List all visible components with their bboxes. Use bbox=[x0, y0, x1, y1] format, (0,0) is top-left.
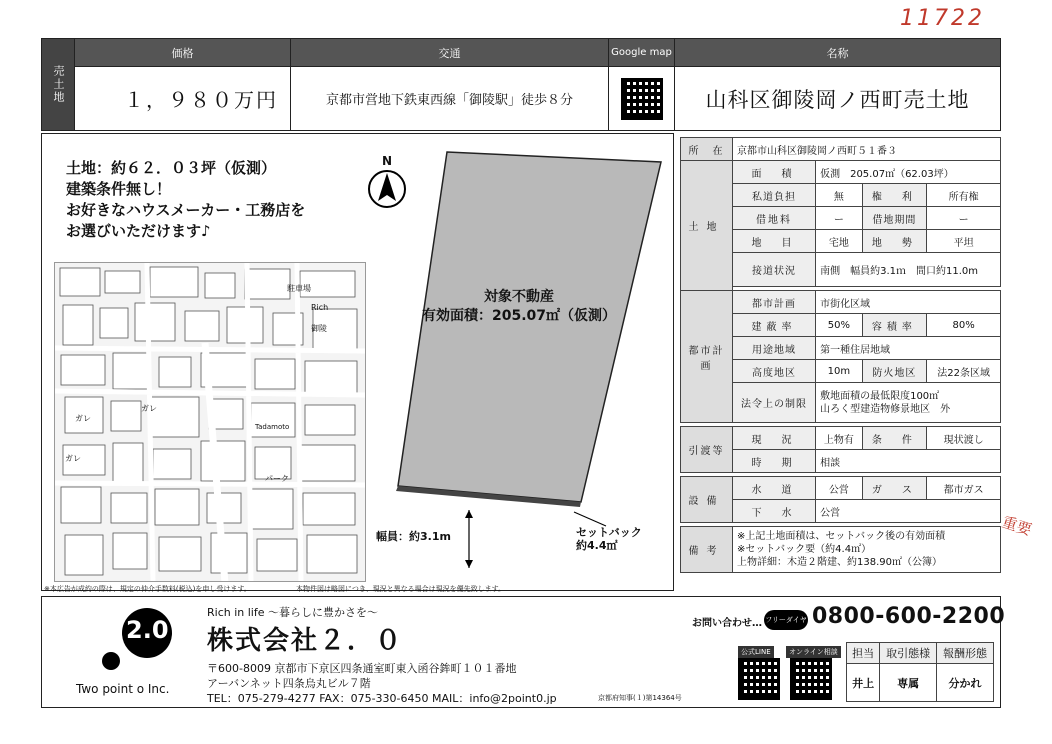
handwritten-stamp: 重要 bbox=[999, 512, 1034, 540]
condition-label: 条 件 bbox=[862, 427, 927, 450]
status-value: 上物有 bbox=[816, 427, 863, 450]
col-google: Google map bbox=[609, 39, 675, 67]
status-label: 現 況 bbox=[733, 427, 816, 450]
city-plan-value: 市街化区域 bbox=[816, 291, 1001, 314]
road-label: 接道状況 bbox=[733, 253, 816, 287]
map-label-garage-2: ガレ bbox=[75, 414, 91, 423]
contact-line: TEL：075-279-4277 FAX：075-330-6450 MAIL：info@2point0.jp bbox=[207, 692, 557, 705]
header-table bbox=[41, 38, 1001, 131]
handwritten-number: 11722 bbox=[900, 6, 985, 31]
google-map-qr-icon[interactable] bbox=[621, 78, 663, 120]
logo-dot bbox=[102, 652, 120, 670]
map-label-garage-3: ガレ bbox=[65, 454, 81, 463]
fire-value: 法22条区域 bbox=[927, 360, 1001, 383]
category-label: 地 目 bbox=[733, 230, 816, 253]
private-road-value: 無 bbox=[816, 184, 863, 207]
spec-table bbox=[680, 137, 1001, 573]
terrain-value: 平坦 bbox=[927, 230, 1001, 253]
side-label: 売土地 bbox=[42, 39, 75, 131]
access-value: 京都市営地下鉄東西線「御陵駅」徒歩８分 bbox=[291, 67, 609, 131]
logo-text: 2.0 bbox=[126, 616, 169, 644]
property-name: 山科区御陵岡ノ西町売土地 bbox=[675, 67, 1001, 131]
area-map bbox=[54, 262, 366, 582]
staff-table bbox=[846, 642, 994, 702]
location-label: 所 在 bbox=[681, 138, 733, 161]
address-line-2: アーバンネット四条烏丸ビル７階 bbox=[207, 677, 371, 690]
col-price: 価格 bbox=[75, 39, 291, 67]
fire-label: 防火地区 bbox=[862, 360, 927, 383]
north-label: N bbox=[381, 154, 393, 168]
sewer-value: 公営 bbox=[816, 500, 1001, 523]
map-label-parking: 駐車場 bbox=[287, 284, 311, 293]
facility-section-label: 設備 bbox=[681, 477, 733, 523]
line-qr-icon[interactable] bbox=[738, 658, 780, 700]
delivery-section-label: 引渡等 bbox=[681, 427, 733, 473]
line-label: 公式LINE bbox=[738, 646, 774, 658]
map-label-tadamoto: Tadamoto bbox=[255, 423, 290, 431]
online-qr-icon[interactable] bbox=[790, 658, 832, 700]
google-qr-cell bbox=[609, 67, 675, 131]
legal-value: 敷地面積の最低限度100㎡ 山ろく型建造物修景地区 外 bbox=[816, 383, 1001, 423]
lot-shape bbox=[398, 152, 661, 502]
city-section-label: 都市計画 bbox=[681, 291, 733, 423]
land-section-label: 土地 bbox=[681, 161, 733, 291]
private-road-label: 私道負担 bbox=[733, 184, 816, 207]
height-value: 10m bbox=[816, 360, 863, 383]
freedial-label: フリーダイヤル bbox=[765, 616, 807, 644]
phone-number[interactable]: 0800-600-2200 bbox=[812, 604, 1006, 629]
lease-term-label: 借地期間 bbox=[862, 207, 927, 230]
disclaimer-right: 本物件図は略図につき、現況と異なる場合は現況を優先致します。 bbox=[296, 585, 506, 593]
license: 京都府知事(１)第14364号 bbox=[598, 694, 682, 702]
lot-diagram bbox=[374, 150, 674, 570]
headline-line-4: お選びいただけます♪ bbox=[66, 222, 211, 240]
freedial-badge bbox=[764, 610, 808, 644]
lease-fee-label: 借地料 bbox=[733, 207, 816, 230]
rights-label: 権 利 bbox=[862, 184, 927, 207]
area-value: 仮測 205.07㎡（62.03坪） bbox=[816, 161, 1001, 184]
rights-value: 所有権 bbox=[927, 184, 1001, 207]
water-value: 公営 bbox=[816, 477, 863, 500]
condition-value: 現状渡し bbox=[927, 427, 1001, 450]
staff-header-fee: 報酬形態 bbox=[937, 643, 994, 664]
far-label: 容積率 bbox=[862, 314, 927, 337]
legal-label: 法令上の制限 bbox=[733, 383, 816, 423]
road-value: 南側 幅員約3.1ｍ 間口約11.0m bbox=[816, 253, 1001, 287]
water-label: 水 道 bbox=[733, 477, 816, 500]
logo-caption: Two point o Inc. bbox=[76, 682, 170, 696]
setback-label: セットバック 約4.4㎡ bbox=[576, 526, 642, 552]
address-line-1: 〒600-8009 京都市下京区四条通室町東入函谷鉾町１０１番地 bbox=[207, 662, 517, 675]
lot-title: 対象不動産 bbox=[484, 289, 554, 305]
timing-value: 相談 bbox=[816, 450, 1001, 473]
col-name: 名称 bbox=[675, 39, 1001, 67]
road-width-label: 幅員：約3.1m bbox=[376, 530, 451, 543]
staff-header-type: 取引態様 bbox=[880, 643, 937, 664]
timing-label: 時 期 bbox=[733, 450, 816, 473]
coverage-label: 建蔽率 bbox=[733, 314, 816, 337]
disclaimer-left: ※本広告が成約の際は、規定の仲介手数料(税込)を申し受けます。 bbox=[44, 585, 251, 593]
staff-header-person: 担当 bbox=[847, 643, 880, 664]
headline-line-3: お好きなハウスメーカー・工務店を bbox=[66, 201, 306, 219]
map-label-misasagi: 御陵 bbox=[311, 324, 327, 333]
sewer-label: 下 水 bbox=[733, 500, 816, 523]
map-label-rich: Rich bbox=[311, 303, 329, 312]
tagline: Rich in life ～暮らしに豊かさを～ bbox=[207, 606, 378, 619]
zoning-label: 用途地域 bbox=[733, 337, 816, 360]
headline bbox=[66, 158, 305, 242]
lease-term-value: ー bbox=[927, 207, 1001, 230]
gas-value: 都市ガス bbox=[927, 477, 1001, 500]
staff-value-fee: 分かれ bbox=[937, 664, 994, 702]
city-plan-label: 都市計画 bbox=[733, 291, 816, 314]
company-name: 株式会社２．０ bbox=[207, 626, 404, 656]
map-label-park: パーク bbox=[265, 474, 289, 483]
coverage-value: 50% bbox=[816, 314, 863, 337]
height-label: 高度地区 bbox=[733, 360, 816, 383]
map-label-garage-1: ガレ bbox=[141, 404, 157, 413]
staff-value-person: 井上 bbox=[847, 664, 880, 702]
col-access: 交通 bbox=[291, 39, 609, 67]
logo bbox=[100, 604, 190, 674]
online-label: オンライン相談 bbox=[786, 646, 841, 658]
staff-value-type: 専属 bbox=[880, 664, 937, 702]
headline-line-1: 土地：約６２．０３坪（仮測） bbox=[66, 159, 277, 177]
zoning-value: 第一種住居地域 bbox=[816, 337, 1001, 360]
area-label: 面 積 bbox=[733, 161, 816, 184]
lease-fee-value: ー bbox=[816, 207, 863, 230]
location-value: 京都市山科区御陵岡ノ西町５１番３ bbox=[733, 138, 1001, 161]
category-value: 宅地 bbox=[816, 230, 863, 253]
price-value: １，９８０万円 bbox=[75, 67, 291, 131]
notes-label: 備考 bbox=[681, 527, 733, 573]
headline-line-2: 建築条件無し！ bbox=[66, 180, 172, 198]
inquiry-label: お問い合わせ… bbox=[692, 618, 762, 629]
gas-label: ガ ス bbox=[862, 477, 927, 500]
terrain-label: 地 勢 bbox=[862, 230, 927, 253]
far-value: 80% bbox=[927, 314, 1001, 337]
lot-area: 有効面積：205.07㎡（仮測） bbox=[422, 308, 617, 324]
notes-value: ※上記土地面積は、セットバック後の有効面積 ※セットバック要（約4.4㎡） 上物詳細：木造２階建、約138.90㎡（公簿） bbox=[733, 527, 1001, 573]
setback-leader bbox=[574, 512, 606, 526]
